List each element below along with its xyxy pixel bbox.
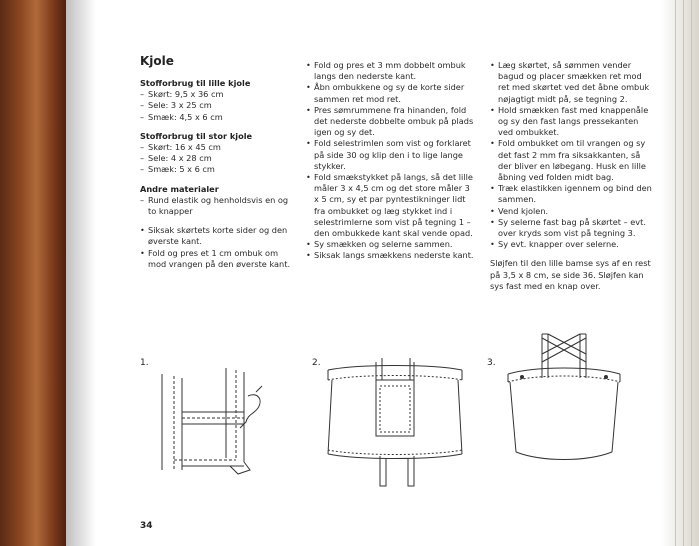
list-item: – Rund elastik og henholdsvis en og to knapper	[140, 195, 298, 217]
step-item: • Siksak skørtets korte sider og den øverste kant.	[140, 225, 298, 247]
steps-list	[306, 60, 476, 262]
large-dress-list	[140, 142, 298, 176]
page-edge	[661, 0, 699, 546]
column-instructions-1	[306, 60, 476, 262]
step-item: • Træk elastikken igennem og bind den sammen.	[490, 183, 652, 205]
step-item: • Fold og pres et 3 mm dobbelt ombuk langs den nederste kant.	[306, 60, 476, 82]
step-item: • Åbn ombukkene og sy de korte sider sammen ret mod ret.	[306, 82, 476, 104]
list-item: – Smæk: 5 x 6 cm	[140, 164, 298, 175]
column-materials	[140, 70, 298, 270]
step-item: • Hold smækken fast med knappenåle og sy den fast langs pressekanten ved ombukket.	[490, 105, 652, 139]
steps-list	[490, 60, 652, 250]
step-item: • Sy smækken og selerne sammen.	[306, 239, 476, 250]
figure-1-drawing	[152, 362, 272, 480]
book-binding	[0, 0, 66, 546]
step-item: • Sy selerne fast bag på skørtet – evt. over kryds som vist på tegning 3.	[490, 217, 652, 239]
small-dress-list	[140, 89, 298, 123]
closing-paragraph: Sløjfen til den lille bamse sys af en rest på 3,5 x 8 cm, se side 36. Sløjfen kan sys fast med en knap over.	[490, 258, 651, 291]
other-materials-heading: Andre materialer	[140, 183, 219, 194]
book-page	[96, 0, 661, 546]
list-item: – Skørt: 9,5 x 36 cm	[140, 89, 298, 100]
step-item: • Fold smækstykket på langs, så det lille måler 3 x 4,5 cm og det store måler 3 x 5 cm, sy et par pyntestikninger lidt fra ombukket og læg stykket ind i selestrimlerne som vist på tegning 1 – den ombukkede kant skal vende opad.	[306, 172, 476, 239]
figure-3-label: 3.	[487, 358, 496, 368]
step-item: • Siksak langs smækkens nederste kant.	[306, 250, 476, 261]
figure-3-drawing	[496, 330, 632, 478]
figure-2-label: 2.	[312, 358, 321, 368]
step-item: • Fold og pres et 1 cm ombuk om mod vrangen på den øverste kant.	[140, 248, 298, 270]
other-materials-list	[140, 195, 298, 217]
step-item: • Fold selestrimlen som vist og forklaret på side 30 og klip den i to lige lange stykker.	[306, 138, 476, 172]
figure-2-drawing	[318, 354, 472, 494]
list-item: – Smæk: 4,5 x 6 cm	[140, 112, 298, 123]
page-number: 34	[140, 521, 153, 531]
list-item: – Skørt: 16 x 45 cm	[140, 142, 298, 153]
list-item: – Sele: 4 x 28 cm	[140, 153, 298, 164]
step-item: • Sy evt. knapper over selerne.	[490, 239, 652, 250]
step-item: • Fold ombukket om til vrangen og sy det fast 2 mm fra siksakkanten, så der bliver en løbegang. Husk en lille åbning ved folden midt bag.	[490, 138, 652, 183]
steps-list	[140, 225, 298, 270]
page-title: Kjole	[140, 54, 174, 68]
large-dress-heading: Stofforbrug til stor kjole	[140, 130, 253, 141]
column-instructions-2	[490, 60, 652, 292]
small-dress-heading: Stofforbrug til lille kjole	[140, 78, 251, 88]
figure-1-label: 1.	[140, 358, 149, 368]
step-item: • Læg skørtet, så sømmen vender bagud og placer smækken ret mod ret med skørtet ved det åbne ombuk nøjagtigt midt på, se tegning 2.	[490, 60, 652, 105]
step-item: • Vend kjolen.	[490, 206, 652, 217]
step-item: • Pres sømrummene fra hinanden, fold det nederste dobbelte ombuk på plads igen og sy det.	[306, 105, 476, 139]
list-item: – Sele: 3 x 25 cm	[140, 100, 298, 111]
